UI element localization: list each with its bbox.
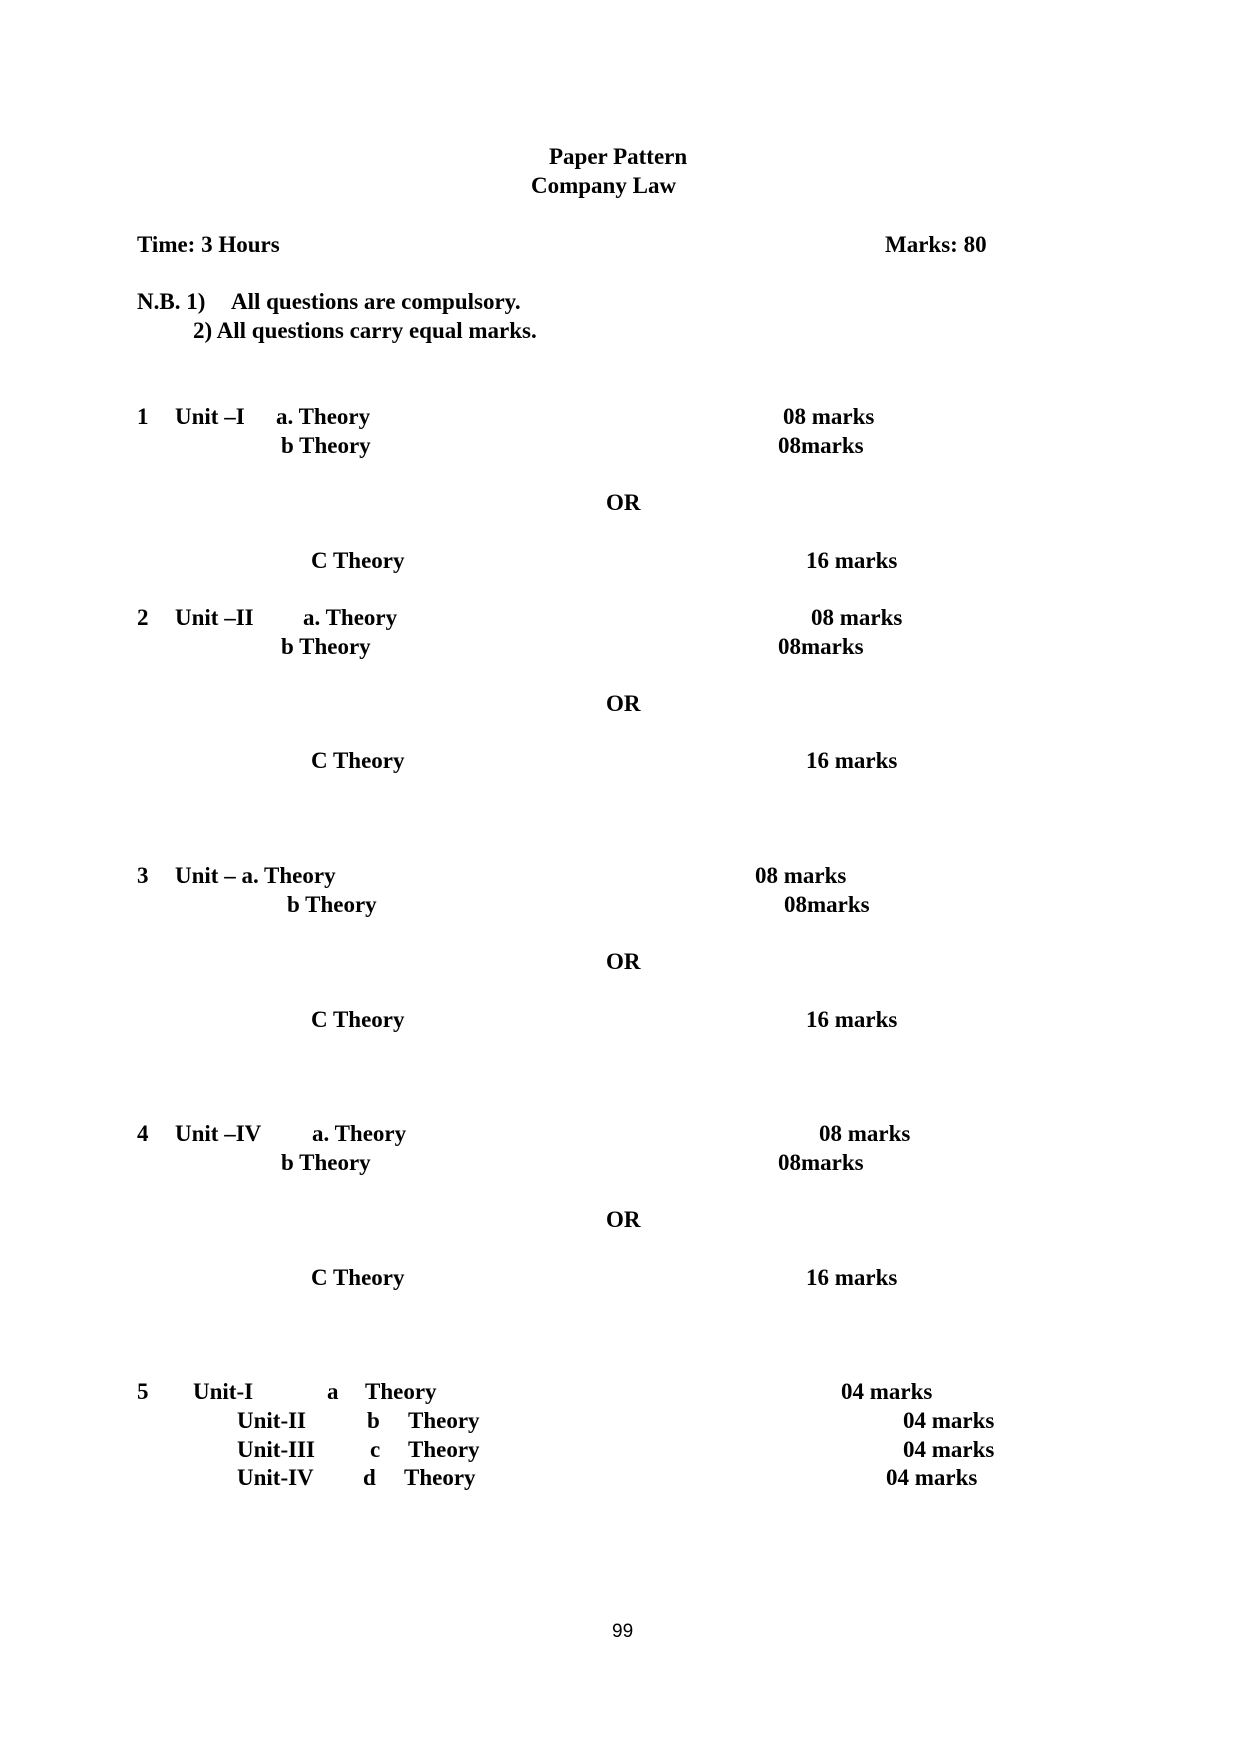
q5-row-unit: Unit-II	[237, 1408, 307, 1433]
q5-row-unit: Unit-I	[193, 1379, 254, 1404]
q5-row-letter: b	[367, 1408, 380, 1433]
q2-a-marks: 08 marks	[811, 605, 903, 630]
q2-a-label: a. Theory	[303, 605, 398, 630]
q1-b-label: b Theory	[281, 433, 371, 458]
q2-b-marks: 08marks	[778, 634, 864, 659]
exam-time: Time: 3 Hours	[137, 232, 280, 257]
q4-c-marks: 16 marks	[806, 1265, 898, 1290]
q1-c-label: C Theory	[311, 548, 405, 573]
q5-row-letter: c	[370, 1437, 381, 1462]
q5-row-marks: 04 marks	[903, 1437, 995, 1462]
q2-or: OR	[606, 691, 641, 716]
q5-row-marks: 04 marks	[841, 1379, 933, 1404]
page-number: 99	[612, 1621, 634, 1642]
q5-row-label: Theory	[365, 1379, 437, 1404]
q5-row-letter: a	[327, 1379, 339, 1404]
subject-title: Company Law	[531, 173, 677, 198]
note-1: All questions are compulsory.	[231, 289, 521, 314]
q3-a-marks: 08 marks	[755, 863, 847, 888]
q1-b-marks: 08marks	[778, 433, 864, 458]
exam-marks: Marks: 80	[885, 232, 987, 257]
q3-b-label: b Theory	[287, 892, 377, 917]
q2-c-label: C Theory	[311, 748, 405, 773]
q2-c-marks: 16 marks	[806, 748, 898, 773]
q5-row-marks: 04 marks	[886, 1465, 978, 1490]
q4-a-marks: 08 marks	[819, 1121, 911, 1146]
q5-row-marks: 04 marks	[903, 1408, 995, 1433]
q1-number: 1	[137, 404, 149, 429]
q3-c-label: C Theory	[311, 1007, 405, 1032]
q3-number: 3	[137, 863, 149, 888]
q5-row-unit: Unit-IV	[237, 1465, 314, 1490]
q5-row-unit: Unit-III	[237, 1437, 315, 1462]
q5-row-label: Theory	[408, 1408, 480, 1433]
q4-b-label: b Theory	[281, 1150, 371, 1175]
q4-c-label: C Theory	[311, 1265, 405, 1290]
page-title: Paper Pattern	[549, 144, 688, 169]
q3-unit-a: Unit – a. Theory	[175, 863, 336, 888]
q2-unit: Unit –II	[175, 605, 254, 630]
q1-a-marks: 08 marks	[783, 404, 875, 429]
q1-a-label: a. Theory	[276, 404, 371, 429]
q5-row-letter: d	[363, 1465, 376, 1490]
q5-row-label: Theory	[408, 1437, 480, 1462]
q4-or: OR	[606, 1207, 641, 1232]
q4-number: 4	[137, 1121, 149, 1146]
q4-a-label: a. Theory	[312, 1121, 407, 1146]
notes-prefix: N.B. 1)	[137, 289, 206, 314]
note-2: 2) All questions carry equal marks.	[193, 318, 537, 343]
q2-b-label: b Theory	[281, 634, 371, 659]
q2-number: 2	[137, 605, 149, 630]
q1-or: OR	[606, 490, 641, 515]
q3-c-marks: 16 marks	[806, 1007, 898, 1032]
q1-c-marks: 16 marks	[806, 548, 898, 573]
q4-b-marks: 08marks	[778, 1150, 864, 1175]
q3-b-marks: 08marks	[784, 892, 870, 917]
q5-number: 5	[137, 1379, 149, 1404]
q3-or: OR	[606, 949, 641, 974]
q1-unit: Unit –I	[175, 404, 245, 429]
q5-row-label: Theory	[404, 1465, 476, 1490]
q4-unit: Unit –IV	[175, 1121, 262, 1146]
